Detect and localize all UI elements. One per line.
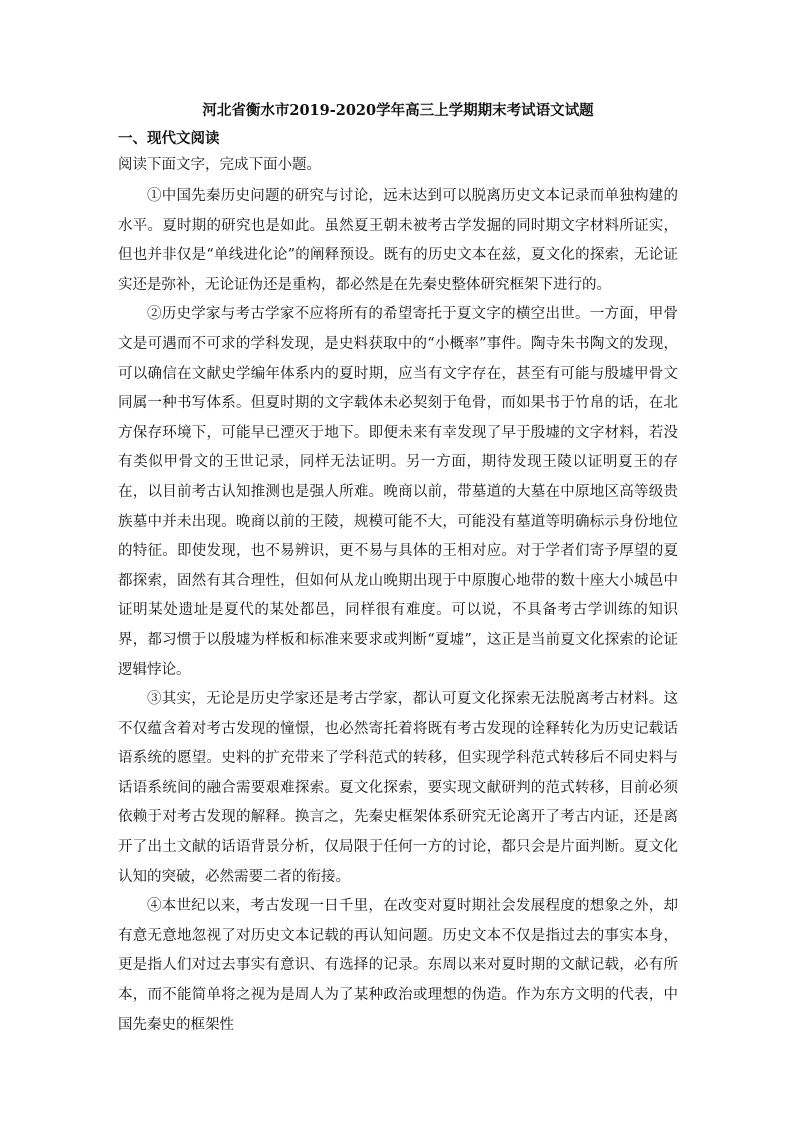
paragraph-2: ②历史学家与考古学家不应将所有的希望寄托于夏文字的横空出世。一方面，甲骨文是可遇而不可求的学科发现，是史料获取中的“小概率”事件。陶寺朱书陶文的发现，可以确信在文献史学编年体系内的夏时期，应当有文字存在，甚至有可能与殷墟甲骨文同属一种书写体系。但夏时期的文字载体未必契刻于龟骨，而如果书于竹帛的话，在北方保存环境下，可能早已湮灭于地下。即便未来有幸发现了早于殷墟的文字材料，若没有类似甲骨文的王世记录，同样无法证明。另一方面，期待发现王陵以证明夏王的存在，以目前考古认知推测也是强人所难。晚商以前，带墓道的大墓在中原地区高等级贵族墓中并未出现。晚商以前的王陵，规模可能不大，可能没有墓道等明确标示身份地位的特征。即使发现，也不易辨识，更不易与具体的王相对应。对于学者们寄予厚望的夏都探索，固然有其合理性，但如何从龙山晚期出现于中原腹心地带的数十座大小城邑中证明某处遗址是夏代的某处都邑，同样很有难度。可以说，不具备考古学训练的知识界，都习惯于以殷墟为样板和标准来要求或判断“夏墟”，这正是当前夏文化探索的论证逻辑悖论。 [118, 306, 678, 678]
reading-instruction: 阅读下面文字，完成下面小题。 [118, 157, 321, 173]
paragraph-1: ①中国先秦历史问题的研究与讨论，远未达到可以脱离历史文本记录而单独构建的水平。夏时期的研究也是如此。虽然夏王朝未被考古学发掘的同时期文字材料所证实，但也并非仅是“单线进化论”的阐释预设。既有的历史文本在兹，夏文化的探索，无论证实还是弥补，无论证伪还是重构，都必然是在先秦史整体研究框架下进行的。 [118, 188, 678, 293]
paragraph-4: ④本世纪以来，考古发现一日千里，在改变对夏时期社会发展程度的想象之外，却有意无意地忽视了对历史文本记载的再认知问题。历史文本不仅是指过去的事实本身，更是指人们对过去事实有意识、有选择的记录。东周以来对夏时期的文献记载，必有所本，而不能简单将之视为是周人为了某种政治或理想的伪造。作为东方文明的代表，中国先秦史的框架性 [118, 898, 678, 1033]
page-title: 河北省衡水市2019-2020学年高三上学期期末考试语文试题 [202, 102, 594, 119]
section-heading: 一、现代文阅读 [118, 130, 220, 147]
document-page [118, 100, 678, 1040]
paragraph-3: ③其实，无论是历史学家还是考古学家，都认可夏文化探索无法脱离考古材料。这不仅蕴含着对考古发现的憧憬，也必然寄托着将既有考古发现的诠释转化为历史记载话语系统的愿望。史料的扩充带来了学科范式的转移，但实现学科范式转移后不同史料与话语系统间的融合需要艰难探索。夏文化探索，要实现文献研判的范式转移，目前必须依赖于对考古发现的解释。换言之，先秦史框架体系研究无论离开了考古内证，还是离开了出土文献的话语背景分析，仅局限于任何一方的讨论，都只会是片面判断。夏文化认知的突破，必然需要二者的衔接。 [118, 691, 678, 885]
